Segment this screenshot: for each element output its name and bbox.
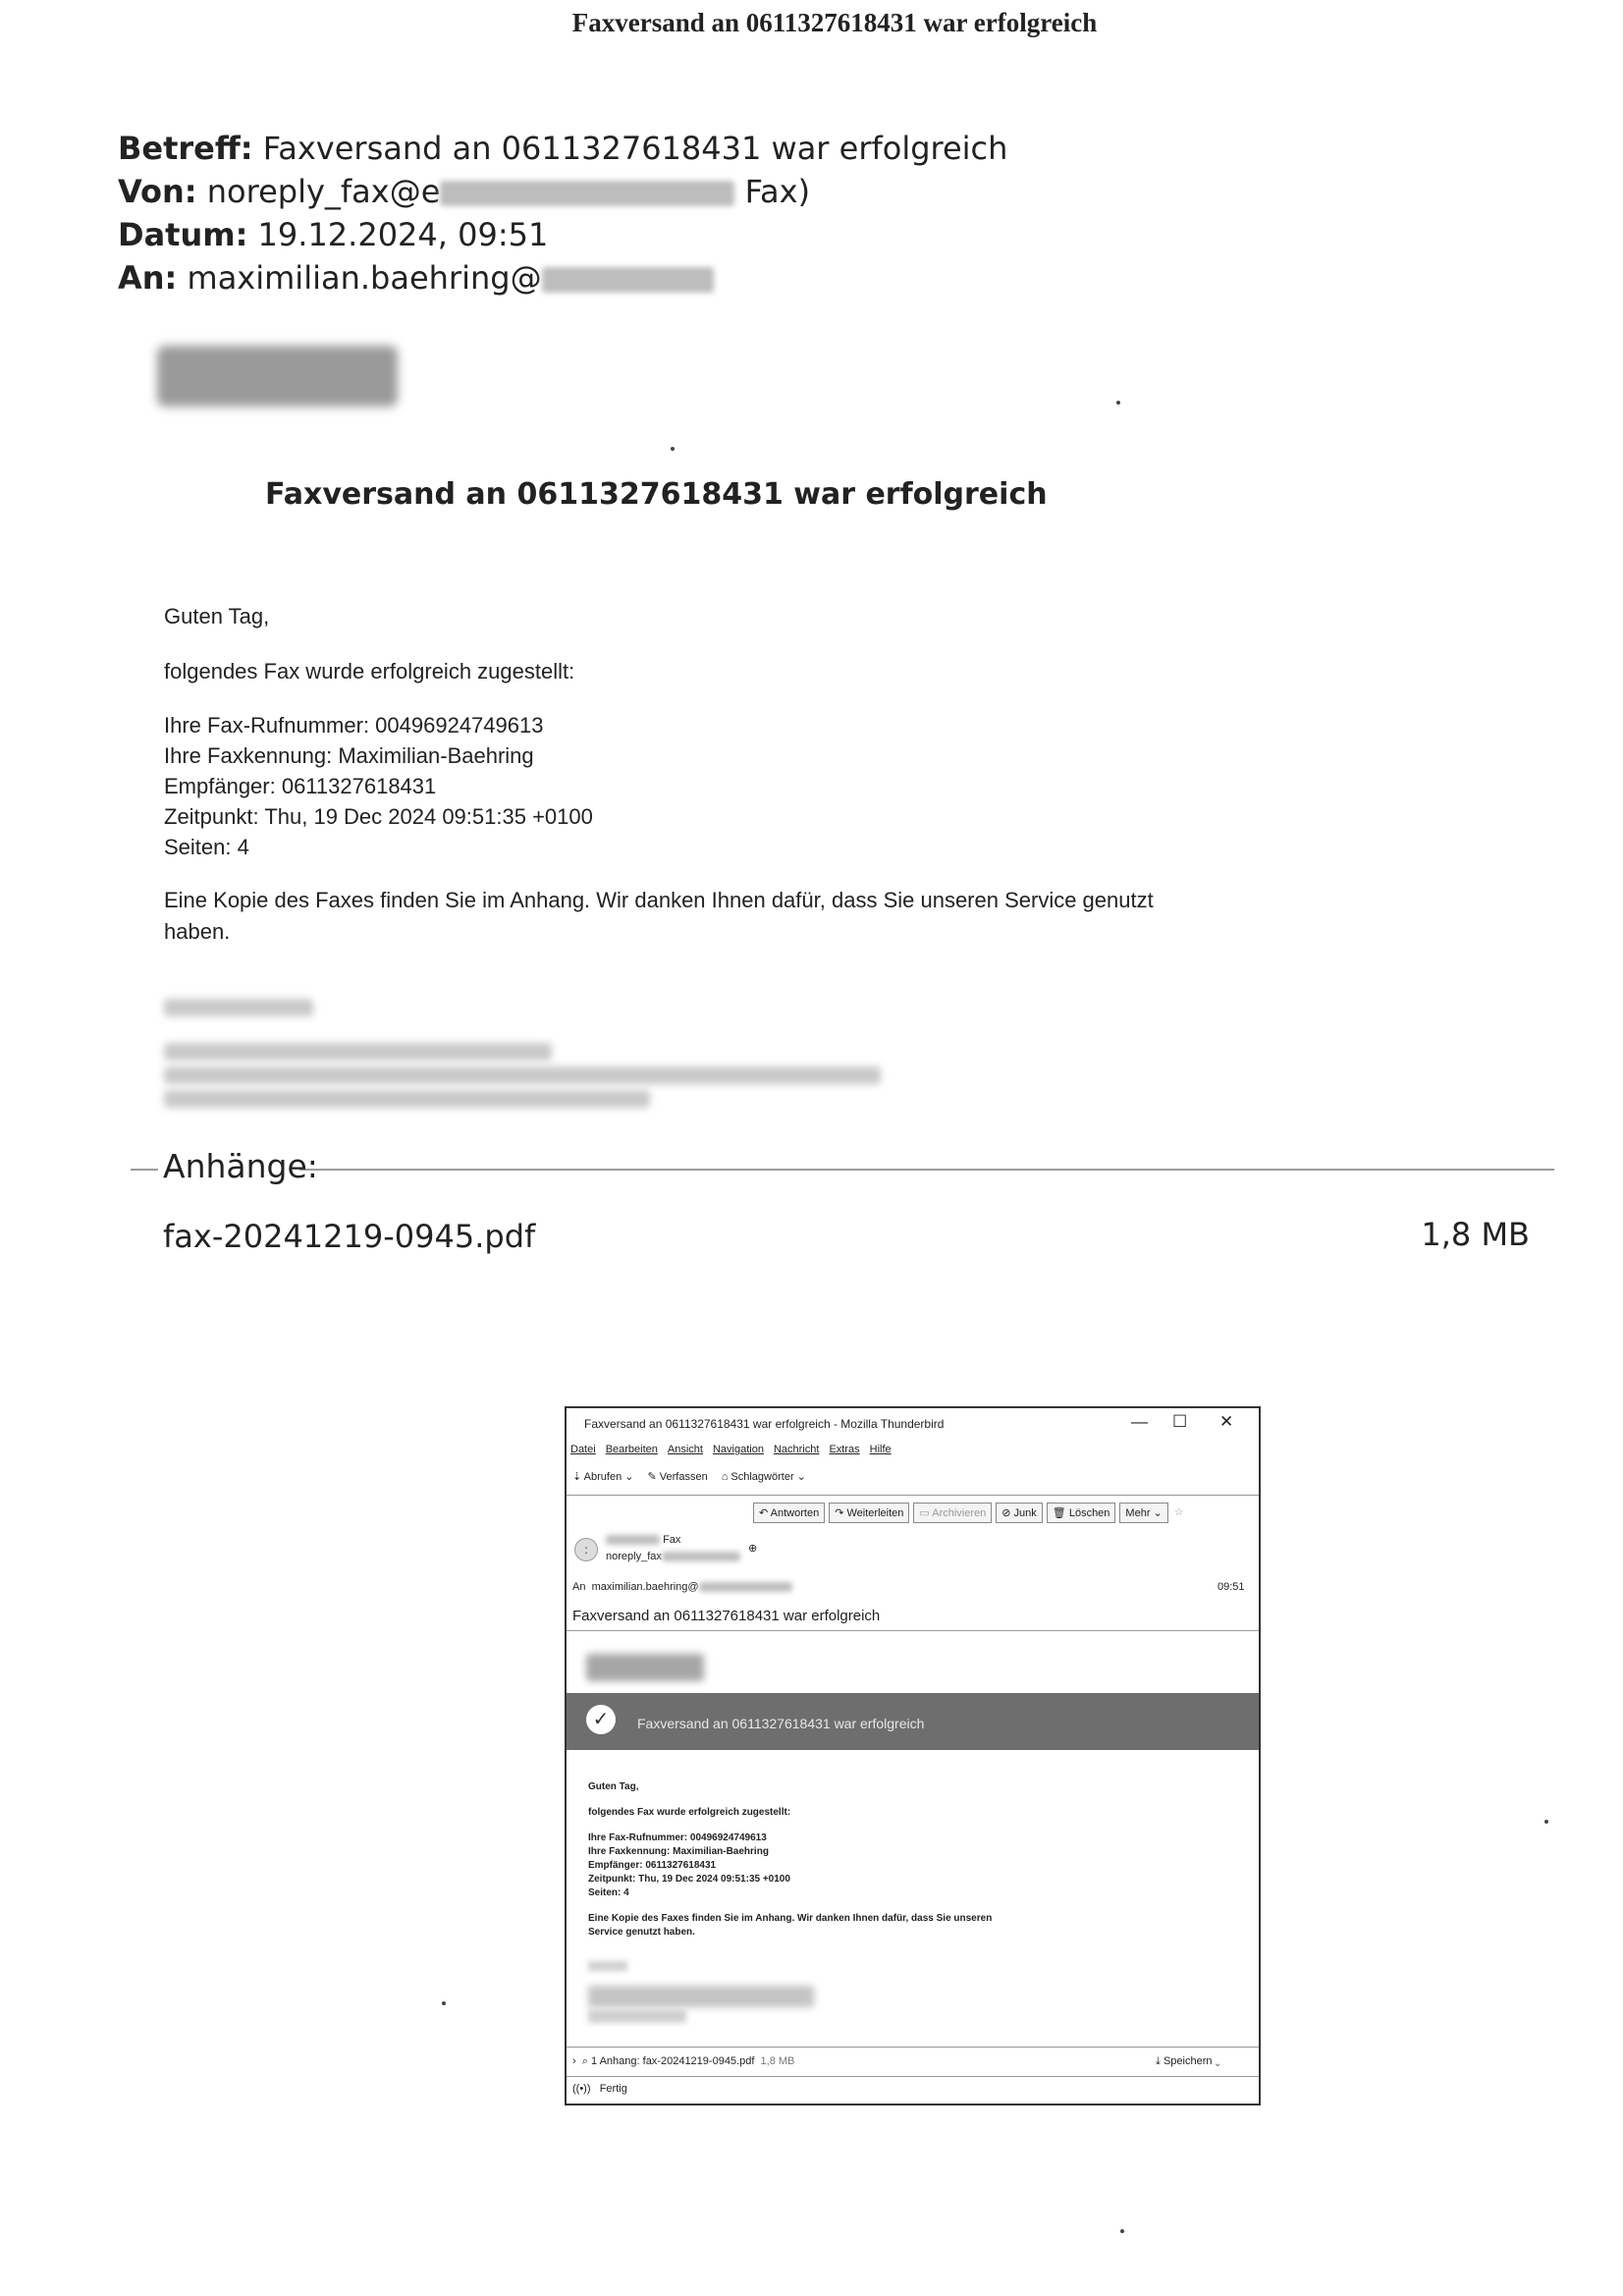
attachment-size: 1,8 MB xyxy=(760,2055,795,2067)
junk-icon: ⊘ xyxy=(1001,1507,1011,1519)
forward-label: Weiterleiten xyxy=(846,1507,904,1519)
to-line xyxy=(572,1581,792,1593)
to-label: An: xyxy=(118,259,178,297)
date-line xyxy=(118,216,548,253)
reply-icon: ↶ xyxy=(759,1507,769,1519)
activity-icon: ((•)) xyxy=(572,2083,591,2095)
tags-label: Schlagwörter xyxy=(730,1471,794,1483)
to-value-prefix: maximilian.baehring@ xyxy=(187,259,542,297)
recipient: Empfänger: 0611327618431 xyxy=(588,1860,717,1871)
redacted-block xyxy=(606,1535,660,1545)
archive-icon: ▭ xyxy=(919,1507,930,1519)
page-title: Faxversand an 0611327618431 war erfolgreich xyxy=(571,8,1098,37)
attachment-label: 1 Anhang: fax-20241219-0945.pdf xyxy=(591,2055,755,2067)
scan-speck xyxy=(1116,401,1120,405)
forward-button[interactable] xyxy=(829,1503,909,1523)
redacted-block xyxy=(440,181,734,206)
from-label: Von: xyxy=(118,173,197,210)
recipient: Empfänger: 0611327618431 xyxy=(164,774,437,798)
archive-label: Archivieren xyxy=(932,1507,987,1519)
greeting: Guten Tag, xyxy=(588,1781,639,1792)
intro-text: folgendes Fax wurde erfolgreich zugestellt: xyxy=(164,659,575,683)
timestamp: Zeitpunkt: Thu, 19 Dec 2024 09:51:35 +0100 xyxy=(588,1874,790,1885)
divider xyxy=(131,1169,158,1171)
get-mail-label: Abrufen xyxy=(583,1471,622,1483)
save-button[interactable]: ⤓ Speichern ⌄ xyxy=(1156,2055,1220,2067)
subject-label: Betreff: xyxy=(118,130,253,167)
menu-datei[interactable]: Datei xyxy=(570,1444,596,1455)
closing-line: Eine Kopie des Faxes finden Sie im Anhang. Wir danken Ihnen dafür, dass Sie unseren Service genutzt xyxy=(164,888,1154,912)
attachments-label: Anhänge: xyxy=(163,1147,318,1185)
delete-button[interactable] xyxy=(1047,1503,1116,1523)
redacted-block xyxy=(699,1582,792,1592)
menu-nachricht[interactable]: Nachricht xyxy=(773,1444,820,1455)
checkmark-icon: ✓ xyxy=(586,1705,616,1734)
closing-line: Service genutzt haben. xyxy=(588,1927,695,1938)
divider xyxy=(567,2076,1259,2077)
timestamp: Zeitpunkt: Thu, 19 Dec 2024 09:51:35 +0100 xyxy=(164,804,593,829)
intro-text: folgendes Fax wurde erfolgreich zugestellt: xyxy=(588,1807,791,1818)
banner-text: Faxversand an 0611327618431 war erfolgreich xyxy=(637,1716,925,1731)
tags-button[interactable]: ⌂ Schlagwörter ⌄ xyxy=(721,1471,806,1483)
attachment-file-name[interactable]: fax-20241219-0945.pdf xyxy=(163,1218,536,1255)
forward-icon: ↷ xyxy=(835,1507,844,1519)
from-value-prefix: noreply_fax@e xyxy=(206,173,441,210)
to-value: maximilian.baehring@ xyxy=(591,1581,699,1593)
junk-button[interactable] xyxy=(996,1503,1043,1523)
to-label: An xyxy=(572,1581,586,1593)
message-subject: Faxversand an 0611327618431 war erfolgreich xyxy=(572,1608,881,1624)
get-mail-icon: ⇣ xyxy=(572,1471,582,1483)
from-value-suffix: Fax) xyxy=(744,173,811,210)
delete-label: Löschen xyxy=(1068,1507,1110,1519)
date-label: Datum: xyxy=(118,216,248,253)
sender-email-line xyxy=(606,1551,740,1562)
redacted-signature xyxy=(164,1043,552,1061)
archive-button[interactable] xyxy=(913,1503,992,1523)
download-icon: ⤓ xyxy=(1156,2055,1161,2067)
pencil-icon: ✎ xyxy=(647,1471,657,1483)
status-bar xyxy=(572,2083,627,2095)
fax-id: Ihre Faxkennung: Maximilian-Baehring xyxy=(588,1846,769,1857)
trash-icon: 🗑 xyxy=(1052,1507,1066,1519)
maximize-icon[interactable]: ☐ xyxy=(1172,1412,1188,1431)
redacted-signature xyxy=(164,999,313,1016)
scan-speck xyxy=(1544,1820,1548,1824)
sender-name-line xyxy=(606,1534,680,1546)
status-text: Fertig xyxy=(599,2083,627,2095)
menu-bearbeiten[interactable]: Bearbeiten xyxy=(605,1444,658,1455)
pages: Seiten: 4 xyxy=(164,835,249,859)
contact-icon[interactable]: ⊕ xyxy=(748,1543,758,1555)
fax-number: Ihre Fax-Rufnummer: 00496924749613 xyxy=(588,1832,767,1843)
avatar: : xyxy=(574,1538,598,1561)
more-label: Mehr xyxy=(1125,1507,1151,1519)
subject-value: Faxversand an 0611327618431 war erfolgreich xyxy=(262,130,1008,167)
divider xyxy=(567,1495,1259,1496)
pages: Seiten: 4 xyxy=(588,1887,629,1898)
redacted-logo xyxy=(586,1654,704,1681)
menu-hilfe[interactable]: Hilfe xyxy=(869,1444,892,1455)
compose-label: Verfassen xyxy=(659,1471,708,1483)
menu-extras[interactable]: Extras xyxy=(829,1444,860,1455)
star-icon[interactable]: ☆ xyxy=(1173,1506,1184,1518)
more-button[interactable]: Mehr ⌄ xyxy=(1119,1503,1167,1523)
reply-label: Antworten xyxy=(770,1507,820,1519)
scan-speck xyxy=(1120,2229,1124,2233)
closing-line: Eine Kopie des Faxes finden Sie im Anhang. Wir danken Ihnen dafür, dass Sie unseren xyxy=(588,1913,993,1924)
date-value: 19.12.2024, 09:51 xyxy=(257,216,549,253)
thunderbird-screenshot xyxy=(565,1406,1261,2105)
from-line xyxy=(118,173,810,210)
get-mail-button[interactable]: ⇣ Abrufen ⌄ xyxy=(572,1471,634,1483)
redacted-block xyxy=(542,267,714,293)
fax-number: Ihre Fax-Rufnummer: 00496924749613 xyxy=(164,713,544,738)
reply-button[interactable] xyxy=(753,1503,825,1523)
menu-ansicht[interactable]: Ansicht xyxy=(667,1444,703,1455)
minimize-icon[interactable]: — xyxy=(1131,1412,1148,1431)
message-actions xyxy=(753,1503,1186,1523)
attachment-file-size: 1,8 MB xyxy=(1421,1216,1530,1253)
divider xyxy=(567,1630,1259,1631)
fax-id: Ihre Faxkennung: Maximilian-Baehring xyxy=(164,743,534,768)
redacted-signature xyxy=(164,1066,881,1084)
divider xyxy=(567,2047,1259,2048)
body-title: Faxversand an 0611327618431 war erfolgreich xyxy=(265,477,1048,512)
sender-email: noreply_fax xyxy=(606,1551,662,1562)
redacted-signature xyxy=(588,2009,686,2023)
greeting: Guten Tag, xyxy=(164,604,270,629)
save-label: Speichern xyxy=(1163,2055,1213,2067)
paperclip-icon: ⌕ xyxy=(581,2055,588,2067)
compose-button[interactable] xyxy=(647,1470,707,1483)
closing-line: haben. xyxy=(164,919,231,944)
chevron-right-icon[interactable]: › xyxy=(572,2055,576,2067)
divider xyxy=(299,1169,1554,1171)
menu-bar xyxy=(570,1444,892,1455)
subject-line xyxy=(118,130,1007,167)
window-title: Faxversand an 0611327618431 war erfolgreich - Mozilla Thunderbird xyxy=(584,1417,945,1431)
scan-speck xyxy=(442,2001,446,2005)
redacted-logo xyxy=(157,346,398,407)
attachment-bar[interactable] xyxy=(572,2055,794,2068)
junk-label: Junk xyxy=(1013,1507,1037,1519)
sender-name: Fax xyxy=(663,1534,681,1546)
scan-speck xyxy=(671,447,675,451)
tag-icon: ⌂ xyxy=(721,1471,729,1483)
redacted-signature xyxy=(588,1961,627,1971)
menu-navigation[interactable]: Navigation xyxy=(712,1444,764,1455)
main-toolbar xyxy=(572,1470,806,1483)
to-line xyxy=(118,259,714,297)
redacted-block xyxy=(662,1552,740,1561)
message-time: 09:51 xyxy=(1217,1581,1245,1593)
redacted-signature xyxy=(588,1986,814,2007)
close-icon[interactable]: ✕ xyxy=(1219,1412,1234,1431)
redacted-signature xyxy=(164,1090,650,1108)
